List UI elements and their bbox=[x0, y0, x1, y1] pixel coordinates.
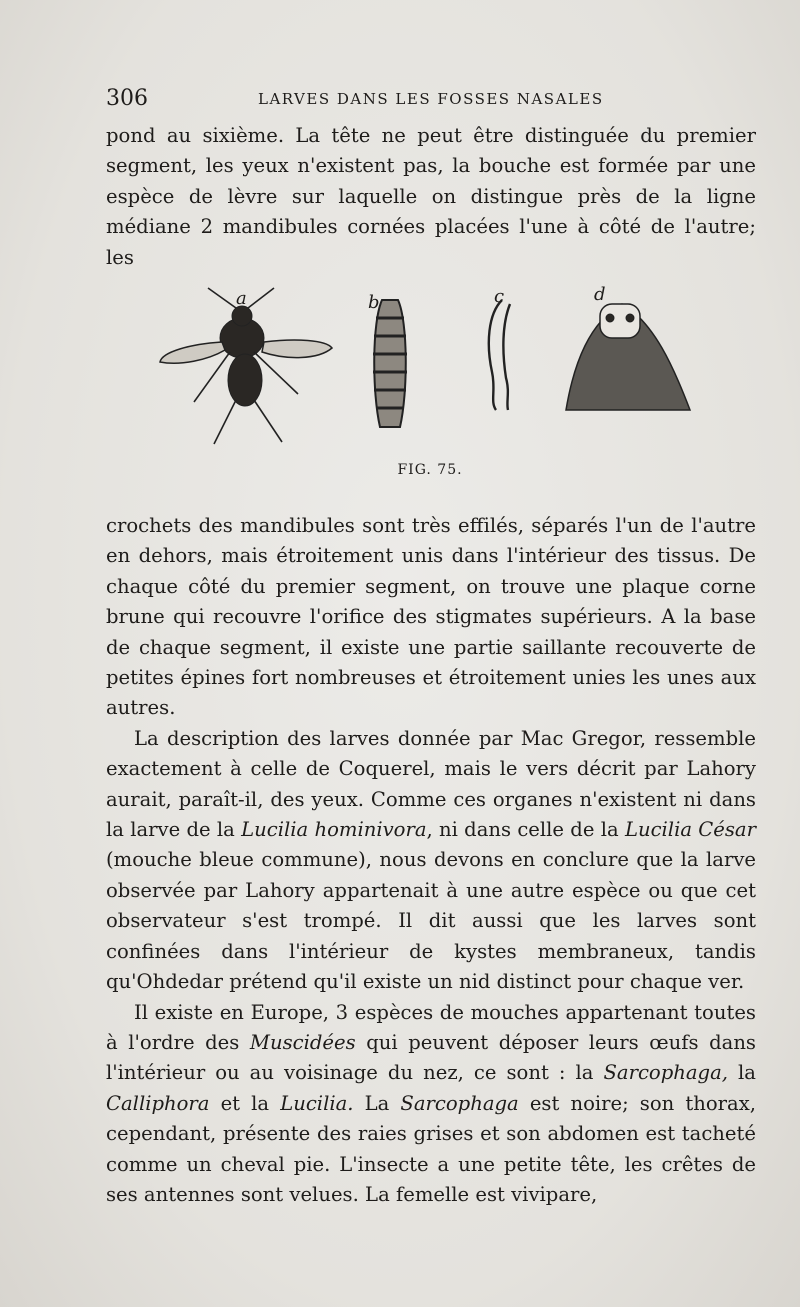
text-block-bottom bbox=[106, 511, 756, 1210]
mandible-drawing bbox=[489, 300, 510, 410]
species-lucilia-cesar: Lucilia César bbox=[624, 818, 756, 842]
paragraph-4-text-4: et la bbox=[209, 1091, 281, 1115]
paragraph-1: pond au sixième. La tête ne peut être distinguée du premier segment, les yeux n'existent pas, la bouche est formée par une espèce de lèvre sur laquelle on distingue près de la ligne médiane 2 mandibules cornées placées l'une à côté de l'autre; les bbox=[106, 124, 756, 269]
figure-caption: FIG. 75. bbox=[397, 462, 463, 478]
paragraph-4-text-1: Il existe en Europe, 3 espèces de mouches appartenant toutes à l'ordre des bbox=[106, 1000, 756, 1054]
paragraph-3-text-3: (mouche bleue commune), nous devons en conclure que la larve observée par Lahory appartenait à une autre espèce ou que cet observateur s'est trompé. Il dit aussi que les larves sont confinées dans l'intérieur de kystes membraneux, tandis qu'Ohdedar prétend qu'il existe un nid distinct pour chaque ver. bbox=[106, 848, 756, 994]
paragraph-4-text-2: qui peuvent déposer leurs œufs dans l'intérieur ou au voisinage du nez, ce sont : la bbox=[106, 1030, 756, 1085]
order-muscidees: Muscidées bbox=[249, 1030, 356, 1054]
paragraph-4 bbox=[106, 998, 756, 1211]
page-number: 306 bbox=[106, 86, 148, 111]
figure-label-d: d bbox=[594, 284, 606, 305]
figure-label-a: a bbox=[236, 288, 247, 309]
genus-sarcophaga: Sarcophaga, bbox=[603, 1061, 729, 1085]
genus-lucilia: Lucilia. bbox=[280, 1091, 354, 1115]
figure-label-b: b bbox=[368, 292, 380, 313]
insect-illustration bbox=[150, 282, 710, 457]
paragraph-2: crochets des mandibules sont très effilés, séparés l'un de l'autre en dehors, mais étroitement unis dans l'intérieur des tissus. De chaque côté du premier segment, on trouve une plaque corne brune qui recouvre l'orifice des stigmates supérieurs. A la base de chaque segment, il existe une partie saillante recouverte de petites épines fort nombreuses et étroitement unies les unes aux autres. bbox=[106, 514, 756, 720]
page-header bbox=[106, 86, 756, 116]
genus-calliphora: Calliphora bbox=[106, 1091, 210, 1115]
figure-75 bbox=[150, 282, 710, 482]
paragraph-3 bbox=[106, 724, 756, 998]
species-lucilia-hominivora: Lucilia hominivora bbox=[241, 818, 427, 842]
head-segment-drawing bbox=[566, 304, 690, 410]
paragraph-4-text-3: la bbox=[728, 1061, 756, 1085]
figure-label-c: c bbox=[494, 286, 505, 307]
paragraph-3-text-2: , ni dans celle de la bbox=[426, 818, 625, 842]
paragraph-4-text-6: est noire; son thorax, cependant, présente des raies grises et son abdomen est tacheté comme un cheval pie. L'insecte a une petite tête, les crêtes de ses antennes sont velues. La femelle est vivipare, bbox=[106, 1091, 756, 1206]
genus-sarcophaga-2: Sarcophaga bbox=[400, 1091, 519, 1115]
paragraph-4-text-5: La bbox=[353, 1091, 401, 1115]
running-title: LARVES DANS LES FOSSES NASALES bbox=[258, 90, 604, 108]
paragraph-3-text-1: La description des larves donnée par Mac Gregor, ressemble exactement à celle de Coquerel, mais le vers décrit par Lahory aurait, paraît-il, des yeux. Comme ces organes n'existent ni dans la larve de la bbox=[106, 726, 756, 842]
fly-drawing bbox=[160, 288, 332, 444]
text-block-top bbox=[106, 121, 756, 273]
larva-drawing bbox=[373, 300, 407, 427]
